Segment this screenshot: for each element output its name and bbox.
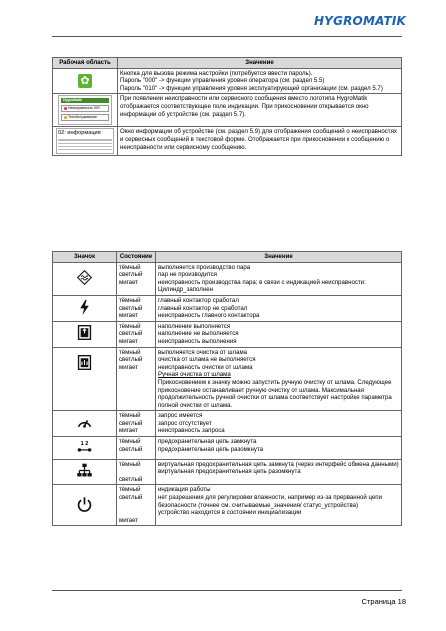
meaning-text: запрос имеется (158, 412, 203, 420)
meaning-text: наполнение не выполняется (158, 330, 239, 338)
filling-icon (76, 324, 93, 341)
meaning-text: виртуальная предохранительная цепь разомкнута (158, 468, 301, 476)
safety-chain-icon (76, 438, 93, 455)
table-row (53, 347, 402, 411)
table-row (53, 321, 402, 347)
state-label: тёмный (119, 263, 141, 271)
manual-cleaning-heading: Ручная очистка от шлама (158, 371, 231, 379)
meaning-text: неисправность запроса (158, 427, 225, 435)
state-label: мигает (119, 427, 139, 435)
state-label: светлый (119, 475, 143, 483)
fault-indication-panel (58, 95, 112, 125)
state-label: светлый (119, 271, 143, 279)
meaning-text: наполнение выполняется (158, 322, 231, 330)
panel-title: HygroMatik (61, 98, 109, 103)
table-row (53, 295, 402, 321)
meaning-text: устройство находится в состоянии инициализации (158, 509, 302, 517)
fault-message: Неисправность 00Y (61, 105, 109, 112)
table-row (53, 437, 402, 460)
work-area-table (52, 57, 402, 156)
state-label: тёмный (119, 460, 141, 468)
meaning-text: пар не производится (158, 271, 217, 279)
demand-gauge-icon (76, 414, 93, 431)
table-row (53, 94, 402, 127)
header-meaning: Значение (156, 252, 402, 263)
page-number: Страница 18 (361, 597, 406, 606)
table-row (53, 485, 402, 526)
settings-button-icon: ✿ (78, 74, 92, 88)
state-label: мигает (119, 516, 139, 524)
table-row (53, 127, 402, 156)
meaning-text: Прикосновением к значку можно запустить ручную очистку от шлама. Следующее прикосновение останавливает ручную очистку от шлама. Максимальная продолжительность ручной очистки от шлама соответствует настройке параметра полной очистки от шлама. (158, 378, 392, 409)
state-label: светлый (119, 445, 143, 453)
state-label: мигает (119, 312, 139, 320)
state-label: светлый (119, 356, 143, 364)
table-row (53, 411, 402, 437)
hygromatik-logo: HYGROMATIK (313, 14, 406, 28)
table-row (53, 262, 402, 295)
header-rule (52, 36, 402, 37)
state-label: тёмный (119, 322, 141, 330)
row-text: При появлении неисправности или сервисного сообщения вместо логотипа HygroMatik отображается соответствующее поле индикации. При прикосновении открывается окно информации об устройстве (см. раздел 5.7). (120, 95, 369, 118)
virtual-safety-chain-icon (76, 462, 93, 479)
meaning-text: индикация работы (158, 486, 211, 494)
meaning-text: нет разрешения для регулировки влажности, например из-за прерванной цепи безопасности (точнее см. считываемые_значения/ статус_устройства) (158, 494, 382, 509)
state-label: тёмный (119, 412, 141, 420)
meaning-text: запрос отсутствует (158, 419, 212, 427)
meaning-text: выполняется производство пара (158, 263, 251, 271)
panel-title: 02: информация (58, 130, 101, 137)
state-label: мигает (119, 278, 139, 286)
header-work-area: Рабочая область (53, 58, 118, 69)
meaning-text: неисправность главного контактора (158, 312, 260, 320)
state-label: светлый (119, 330, 143, 338)
meaning-text: главный контактор не сработал (158, 304, 248, 312)
info-lines (58, 139, 112, 150)
table-row (53, 68, 402, 94)
sludge-cleaning-icon[interactable] (76, 354, 93, 371)
power-icon (76, 496, 93, 513)
state-label (119, 468, 153, 476)
table-row (53, 459, 402, 485)
main-contactor-icon (76, 299, 93, 316)
safety-chain-label: 1 2 (80, 440, 89, 447)
state-label: тёмный (119, 296, 141, 304)
state-label: мигает (119, 363, 139, 371)
info-window-panel (56, 128, 114, 154)
state-label: тёмный (119, 438, 141, 446)
meaning-text: предохранительная цепь замкнута (158, 438, 257, 446)
header-icon: Значок (53, 252, 117, 263)
state-label: светлый (119, 419, 143, 427)
meaning-text: неисправность очистки от шлама (158, 363, 253, 371)
meaning-text: Цилиндр_заполнен (158, 286, 213, 294)
state-label: светлый (119, 494, 143, 502)
state-label: тёмный (119, 486, 141, 494)
meaning-text: неисправность выполнения (158, 337, 237, 345)
meaning-text: главный контактор сработал (158, 296, 239, 304)
service-message: Техобслуживание (61, 114, 109, 121)
footer-rule (52, 590, 402, 591)
row-text: Кнопка для вызова режима настройки (потребуется ввести пароль). (120, 69, 313, 77)
meaning-text: виртуальная предохранительная цепь замкнута (через интерфейс обмена данными) (158, 460, 399, 468)
row-text: Пароль "010" -> функции управления уровня эксплуатирующей организации (см. раздел 5.7) (120, 84, 383, 92)
status-icon-table (52, 251, 402, 526)
state-label: светлый (119, 304, 143, 312)
state-label: тёмный (119, 348, 141, 356)
header-meaning: Значение (118, 58, 402, 69)
header-state: Состояние (117, 252, 156, 263)
row-text: Пароль "000" -> функции управления уровня оператора (см. раздел 5.5) (120, 77, 325, 85)
meaning-text: выполняется очистка от шлама (158, 348, 248, 356)
row-text: Окно информации об устройстве (см. раздел 5.9) для отображения сообщений о неисправностях и сервисных сообщений в текстовой форме. Отображается при прикосновении к сообщению о неисправности или сервисному сообщению. (120, 128, 397, 151)
steam-production-icon (76, 269, 93, 286)
meaning-text: неисправность производства пара; в связи с индикацией неисправности: (158, 278, 366, 286)
state-label: мигает (119, 337, 139, 345)
meaning-text: очистка от шлама не выполняется (158, 356, 256, 364)
meaning-text: предохранительная цепь разомкнута (158, 445, 263, 453)
